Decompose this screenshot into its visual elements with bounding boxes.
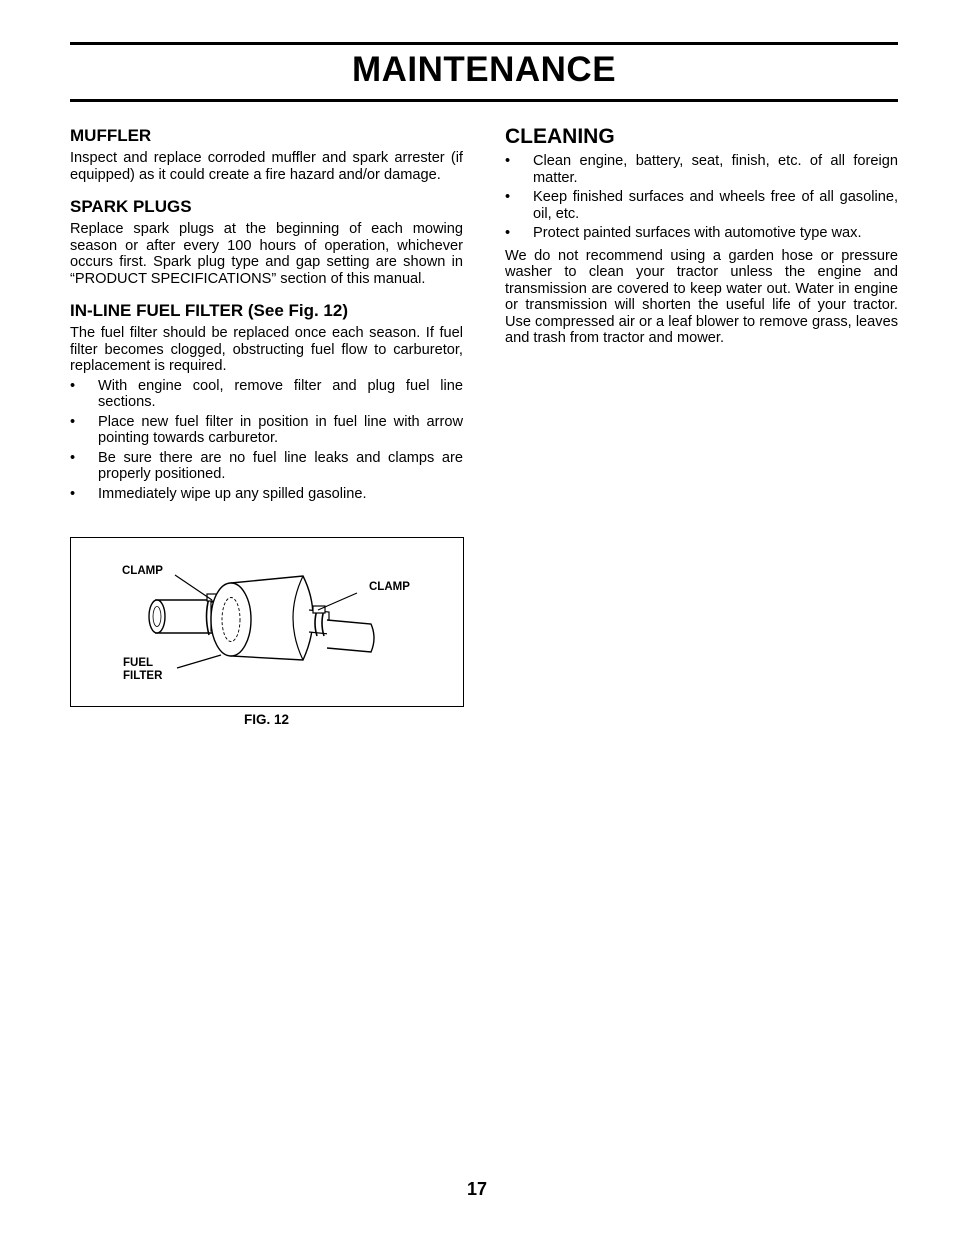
page-number: 17 [466, 1179, 488, 1199]
spark-plugs-heading: SPARK PLUGS [70, 197, 192, 216]
bullet-glyph: • [505, 189, 511, 205]
list-item [505, 153, 898, 186]
muffler-body: Inspect and replace corroded muffler and spark arrester (if equipped) as it could create a fire hazard and/or damage. [70, 150, 463, 183]
fuel-filter-section [70, 301, 463, 502]
figure-caption: FIG. 12 [243, 712, 289, 727]
muffler-heading: MUFFLER [70, 126, 152, 145]
header-rule-top [70, 42, 898, 45]
fuel-filter-leader [177, 655, 221, 668]
spark-plugs-body: Replace spark plugs at the beginning of each mowing season or after every 100 hours of operation, whichever occurs first. Spark plug type and gap setting are shown in “PRODUCT SPECIFICATIONS” section of this manual. [70, 221, 463, 287]
list-item [70, 486, 463, 503]
header-rule-bottom [70, 99, 898, 102]
left-column [70, 126, 463, 505]
cleaning-list [505, 153, 898, 242]
bullet-glyph: • [70, 485, 76, 502]
list-item-text: Clean engine, battery, seat, finish, etc. of all foreign matter. [533, 153, 898, 186]
clamp-left-leader [175, 575, 212, 600]
list-item [70, 450, 463, 483]
page-title: MAINTENANCE [351, 50, 617, 89]
list-item [505, 189, 898, 222]
muffler-section [70, 126, 463, 183]
bullet-glyph: • [505, 225, 511, 241]
cleaning-section [505, 124, 898, 347]
filter-front-face [211, 583, 251, 656]
list-item [505, 225, 898, 242]
bullet-glyph: • [70, 377, 76, 394]
cleaning-heading: CLEANING [505, 125, 615, 148]
clamp-label-right: CLAMP [369, 581, 410, 593]
clamp-label-left: CLAMP [122, 565, 163, 577]
fuel-label: FUEL [123, 657, 154, 669]
list-item-text: Place new fuel filter in position in fuel line with arrow pointing towards carburetor. [98, 413, 463, 446]
filter-label: FILTER [123, 670, 163, 682]
list-item-text: With engine cool, remove filter and plug fuel line sections. [98, 377, 463, 410]
list-item [70, 414, 463, 447]
right-column [505, 126, 898, 347]
list-item-text: Be sure there are no fuel line leaks and clamps are properly positioned. [98, 449, 463, 482]
list-item [70, 378, 463, 411]
list-item-text: Keep finished surfaces and wheels free of all gasoline, oil, etc. [533, 189, 898, 222]
left-hose-opening [149, 600, 165, 633]
right-fuel-hose [327, 620, 374, 652]
fuel-filter-steps [70, 378, 463, 503]
fuel-filter-body: The fuel filter should be replaced once each season. If fuel filter becomes clogged, obstructing fuel flow to carburetor, replacement is required. [70, 325, 463, 374]
cleaning-body: We do not recommend using a garden hose or pressure washer to clean your tractor unless the engine and transmission are covered to keep water out. Water in engine or transmission will shorten the useful life of your tractor. Use compressed air or a leaf blower to remove grass, leaves and trash from tractor and mower. [505, 247, 898, 346]
spark-plugs-section [70, 197, 463, 287]
bullet-glyph: • [505, 153, 511, 169]
list-item-text: Protect painted surfaces with automotive type wax. [533, 225, 862, 241]
bullet-glyph: • [70, 449, 76, 466]
list-item-text: Immediately wipe up any spilled gasoline. [98, 485, 367, 502]
bullet-glyph: • [70, 413, 76, 430]
clamp-right-leader [318, 593, 357, 610]
fuel-filter-heading: IN-LINE FUEL FILTER (See Fig. 12) [70, 301, 349, 320]
fuel-filter-figure [70, 537, 464, 707]
